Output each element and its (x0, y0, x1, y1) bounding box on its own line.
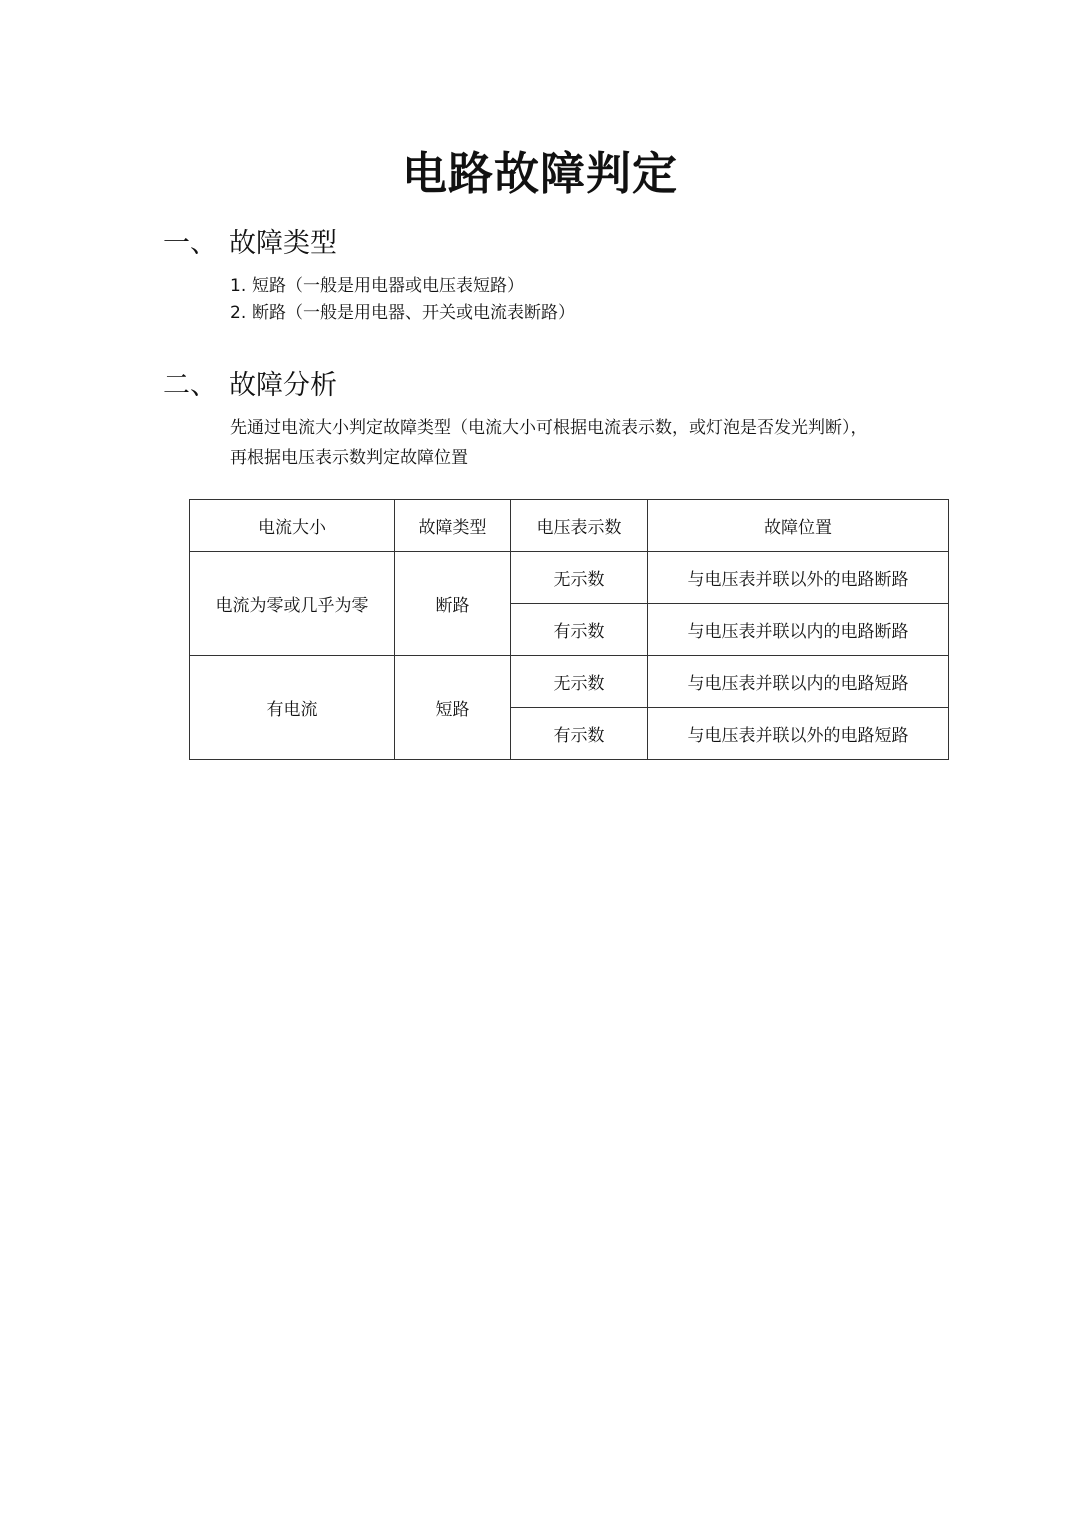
cell-location: 与电压表并联以内的电路断路 (648, 604, 949, 656)
list-item-text: 短路（一般是用电器或电压表短路） (252, 276, 524, 296)
cell-voltmeter: 有示数 (511, 708, 648, 760)
cell-location: 与电压表并联以外的电路短路 (648, 708, 949, 760)
list-item-index: 1. (230, 276, 247, 296)
paragraph-line: 先通过电流大小判定故障类型（电流大小可根据电流表示数，或灯泡是否发光判断）， (230, 418, 868, 438)
cell-fault-type: 短路 (395, 656, 511, 760)
list-item (230, 300, 575, 327)
header-voltmeter: 电压表示数 (511, 500, 648, 552)
header-fault-type: 故障类型 (395, 500, 511, 552)
section-heading-fault-analysis (163, 368, 337, 404)
cell-location: 与电压表并联以内的电路短路 (648, 656, 949, 708)
section-title: 故障分析 (229, 370, 337, 401)
section-heading-fault-types (163, 226, 337, 262)
cell-fault-type: 断路 (395, 552, 511, 656)
header-current: 电流大小 (190, 500, 395, 552)
cell-location: 与电压表并联以外的电路断路 (648, 552, 949, 604)
section-number: 二、 (163, 370, 217, 401)
header-location: 故障位置 (648, 500, 949, 552)
list-item-index: 2. (230, 303, 247, 323)
table-row (190, 552, 949, 604)
section-number: 一、 (163, 228, 217, 259)
fault-type-list (230, 273, 575, 327)
cell-current: 电流为零或几乎为零 (190, 552, 395, 656)
list-item (230, 273, 575, 300)
cell-voltmeter: 无示数 (511, 656, 648, 708)
table-row (190, 656, 949, 708)
section-title: 故障类型 (229, 228, 337, 259)
list-item-text: 断路（一般是用电器、开关或电流表断路） (252, 303, 575, 323)
paragraph-line: 再根据电压表示数判定故障位置 (230, 448, 468, 468)
analysis-paragraph (230, 413, 950, 473)
fault-judgment-table (189, 499, 949, 760)
cell-voltmeter: 无示数 (511, 552, 648, 604)
table-header-row (190, 500, 949, 552)
cell-current: 有电流 (190, 656, 395, 760)
page-title: 电路故障判定 (401, 147, 678, 200)
cell-voltmeter: 有示数 (511, 604, 648, 656)
